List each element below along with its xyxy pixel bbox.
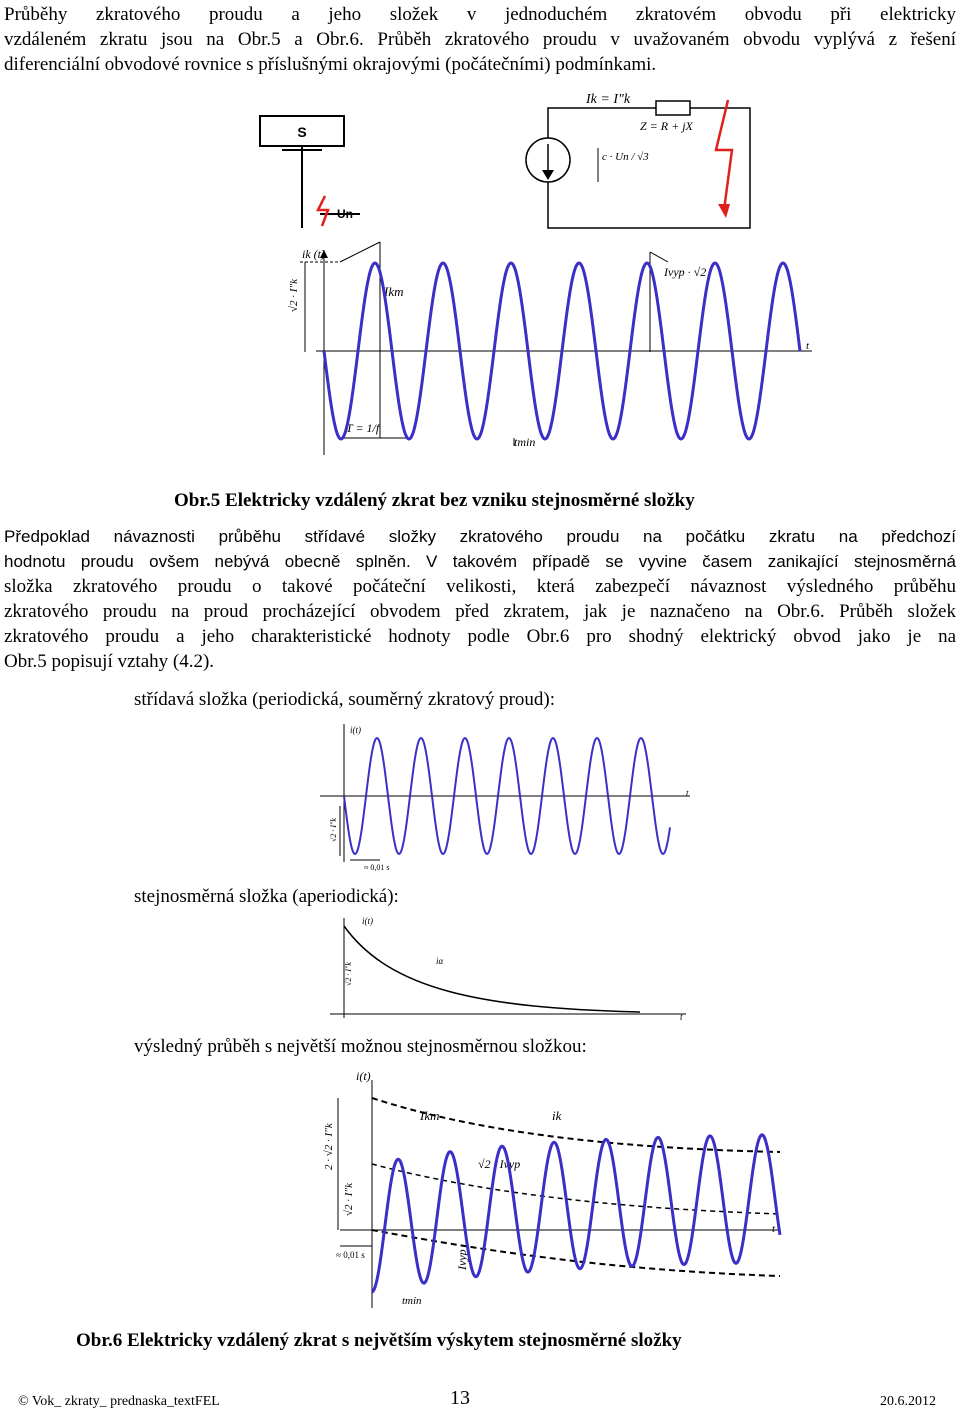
footer-left: © Vok_ zkraty_ prednaska_textFEL (18, 1394, 220, 1409)
para-line-1: Předpoklad návaznosti průběhu střídavé složky zkratového proudu na počátku zkratu na předchozí (4, 527, 956, 546)
footer-page-number: 13 (450, 1387, 470, 1409)
fig5-caption: Obr.5 Elektricky vzdálený zkrat bez vzniku stejnosměrné složky (174, 490, 695, 511)
intro-line-3: diferenciální obvodové rovnice s příslušnými okrajovými (počátečními) podmínkami. (4, 54, 657, 75)
para-line-3: složka zkratového proudu o takové počáteční velikosti, která zabezpečí návaznost výsledného průběhu (4, 576, 956, 597)
amp-label: √2 · I"k (288, 279, 300, 312)
dc-decay-curve (344, 926, 640, 1012)
ac-it-label: i(t) (350, 725, 361, 735)
para-line-4: zkratového proudu na proud procházející obvodem před zkratem, jak je naznačeno na Obr.6. Průběh složek (4, 601, 956, 622)
ik-t-label: ik (t) (302, 247, 325, 261)
dc-amp-label: √2 · I"k (344, 962, 353, 986)
res-amp-label: √2 · I"k (343, 1183, 355, 1216)
un-label: Un (337, 207, 353, 221)
res-ikm-label: Ikm (420, 1108, 440, 1123)
dc-t-label: t (680, 1012, 683, 1022)
intro-line-2: vzdáleném zkratu jsou na Obr.5 a Obr.6. Průběh zkratového proudu v uvažovaném obvodu vyplývá z řešení (4, 29, 956, 50)
res-tmin-label: tmin (402, 1295, 422, 1307)
res-dt-label: ≈ 0,01 s (336, 1250, 365, 1260)
res-label: výsledný průběh s největší možnou stejnosměrnou složkou: (134, 1036, 587, 1057)
ac-t-label: t (686, 788, 689, 798)
para-line-6: Obr.5 popisují vztahy (4.2). (4, 651, 215, 672)
para-line-2: hodnotu proudu ovšem nebývá obecně splněn. V takovém případě se vyvine časem zanikající stejnosměrná (4, 552, 956, 571)
para-line-5: zkratového proudu a jeho charakteristické hodnoty podle Obr.6 pro shodný elektrický obvod jako je na (4, 626, 956, 647)
ac-label: střídavá složka (periodická, souměrný zkratový proud): (134, 689, 556, 710)
ac-dt-label: ≈ 0,01 s (364, 863, 390, 872)
intro-line-1: Průběhy zkratového proudu a jeho složek v jednoduchém zkratovém obvodu při elektricky (4, 4, 956, 25)
ik-equation: Ik = I"k (586, 92, 631, 107)
ac-amp-label: √2 · I"k (329, 818, 338, 842)
tmin-label: tmin (514, 435, 536, 449)
ikm-label: Ikm (384, 284, 404, 299)
res-ik-label: ik (552, 1108, 562, 1123)
upper-envelope (372, 1098, 780, 1152)
t-axis-label: t (806, 340, 810, 352)
res-ivyp-label: Ivyp (455, 1249, 469, 1270)
footer-date: 20.6.2012 (880, 1394, 936, 1409)
res-amp2-label: 2 · √2 · I"k (323, 1123, 335, 1170)
resulting-waveform (372, 1135, 780, 1292)
res-it-label: i(t) (356, 1069, 371, 1083)
period-label: T = 1/f (346, 421, 380, 435)
dc-label: stejnosměrná složka (aperiodická): (134, 886, 399, 907)
dc-ia-label: iα (436, 956, 444, 966)
impedance-equation: Z = R + jX (640, 119, 693, 133)
fig6-caption: Obr.6 Elektricky vzdálený zkrat s největším výskytem stejnosměrné složky (76, 1330, 682, 1351)
source-voltage-label: c · Un / √3 (602, 151, 649, 163)
dc-it-label: i(t) (362, 916, 373, 926)
source-label: S (297, 124, 307, 140)
res-ivyp2-label: √2 · Ivyp (478, 1157, 521, 1171)
res-t-label: t (772, 1223, 776, 1235)
ivyp-label: Ivyp · √2 (664, 265, 707, 279)
